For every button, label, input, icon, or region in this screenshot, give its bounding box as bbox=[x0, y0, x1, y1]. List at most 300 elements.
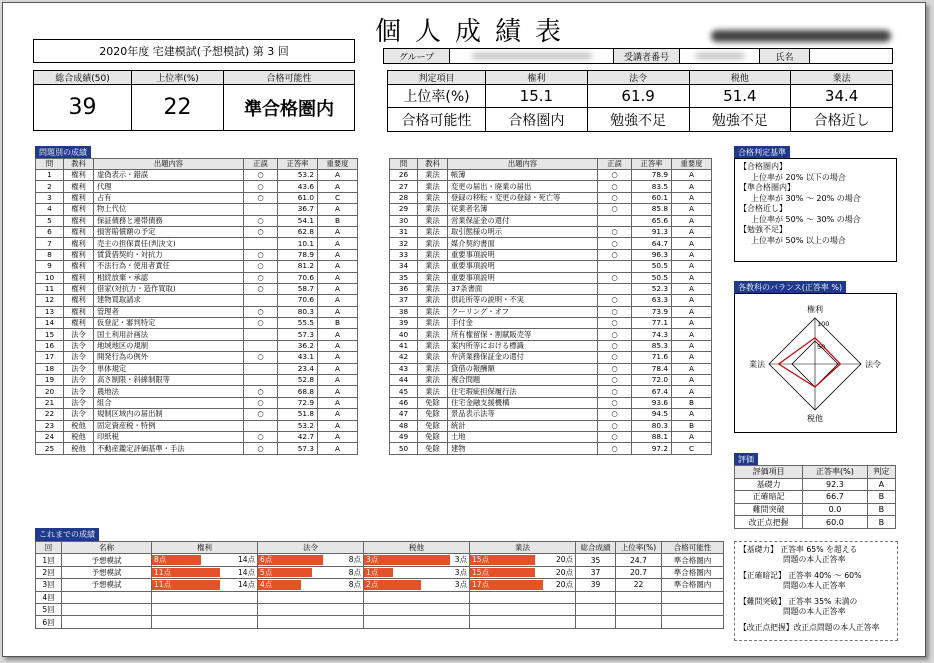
q-subject: 業法 bbox=[418, 249, 448, 260]
score-value: 1点 bbox=[366, 567, 379, 577]
q-subject: 業法 bbox=[418, 170, 448, 181]
q-number: 40 bbox=[390, 329, 418, 340]
eval-header: 判定 bbox=[867, 466, 895, 479]
round: 3回 bbox=[36, 579, 62, 591]
q-subject: 業法 bbox=[418, 226, 448, 237]
q-subject: 法令 bbox=[64, 352, 94, 363]
q-number: 24 bbox=[36, 431, 64, 442]
q-subject: 権利 bbox=[64, 170, 94, 181]
q-rate: 78.9 bbox=[278, 249, 318, 260]
table-row bbox=[36, 409, 358, 420]
table-row bbox=[390, 443, 712, 454]
table-row bbox=[36, 204, 358, 215]
balance-section-title: 各教科のバランス(正答率 %) bbox=[734, 281, 846, 294]
q-result: ○ bbox=[244, 249, 278, 260]
pos-kenri: 合格圏内 bbox=[486, 108, 588, 132]
q-result: ○ bbox=[598, 375, 632, 386]
col-header: 重要度 bbox=[672, 159, 712, 170]
history-header: 回 bbox=[36, 542, 62, 554]
q-topic: 建物 bbox=[448, 443, 598, 454]
q-importance: A bbox=[672, 249, 712, 260]
table-row bbox=[390, 261, 712, 272]
col-header: 問 bbox=[36, 159, 64, 170]
q-result: ○ bbox=[244, 283, 278, 294]
q-topic: 変更の届出・廃業の届出 bbox=[448, 181, 598, 192]
criteria-box bbox=[734, 158, 897, 262]
table-row bbox=[390, 352, 712, 363]
q-subject: 業法 bbox=[418, 272, 448, 283]
table-row bbox=[36, 215, 358, 226]
radar-chart bbox=[734, 293, 897, 433]
q-rate: 85.8 bbox=[632, 204, 672, 215]
score-kenri bbox=[152, 579, 258, 591]
q-result bbox=[244, 340, 278, 351]
eval-row bbox=[735, 503, 896, 516]
q-importance: A bbox=[672, 318, 712, 329]
id-value bbox=[680, 49, 760, 63]
q-importance: A bbox=[672, 261, 712, 272]
name-label: 氏名 bbox=[760, 49, 810, 63]
q-topic: クーリング・オフ bbox=[448, 306, 598, 317]
criteria-line: 上位率が 50% ～ 30% の場合 bbox=[751, 214, 861, 224]
history-header: 業法 bbox=[470, 542, 576, 554]
score-value: 11点 bbox=[154, 580, 172, 590]
q-topic: 印紙税 bbox=[94, 431, 244, 442]
q-number: 1 bbox=[36, 170, 64, 181]
table-row bbox=[390, 295, 712, 306]
note-line: 【改正点把握】改正点問題の本人正答率 bbox=[739, 623, 880, 632]
score-max: 20点 bbox=[555, 580, 573, 590]
q-rate: 73.9 bbox=[632, 306, 672, 317]
criteria-line: 上位率が 30% ～ 20% の場合 bbox=[751, 193, 861, 203]
q-number: 16 bbox=[36, 340, 64, 351]
q-importance: A bbox=[318, 420, 358, 431]
q-rate: 74.3 bbox=[632, 329, 672, 340]
q-topic: 組合 bbox=[94, 397, 244, 408]
q-importance: A bbox=[318, 409, 358, 420]
q-number: 33 bbox=[390, 249, 418, 260]
q-topic: 重要事項説明 bbox=[448, 249, 598, 260]
q-subject: 業法 bbox=[418, 318, 448, 329]
q-result: ○ bbox=[244, 215, 278, 226]
history-table bbox=[35, 541, 724, 629]
q-result: ○ bbox=[598, 352, 632, 363]
q-importance: A bbox=[318, 386, 358, 397]
q-rate: 80.3 bbox=[278, 306, 318, 317]
q-importance: B bbox=[672, 397, 712, 408]
q-importance: A bbox=[318, 295, 358, 306]
eval-row bbox=[735, 491, 896, 504]
round: 5回 bbox=[36, 603, 62, 615]
q-subject: 免除 bbox=[418, 431, 448, 442]
score-max: 14点 bbox=[237, 567, 255, 577]
rate-hourei: 61.9 bbox=[587, 85, 689, 108]
eval-section-title: 評価 bbox=[734, 453, 758, 466]
q-topic: 不動産鑑定評価基準・手法 bbox=[94, 443, 244, 454]
q-importance: A bbox=[318, 329, 358, 340]
score-max: 3点 bbox=[454, 555, 467, 565]
q-result: ○ bbox=[598, 204, 632, 215]
q-rate: 10.1 bbox=[278, 238, 318, 249]
q-number: 41 bbox=[390, 340, 418, 351]
q-rate: 43.1 bbox=[278, 352, 318, 363]
q-result: ○ bbox=[598, 340, 632, 351]
exam-name: 予想模試 bbox=[62, 579, 152, 591]
q-number: 4 bbox=[36, 204, 64, 215]
q-number: 7 bbox=[36, 238, 64, 249]
q-topic: 代理 bbox=[94, 181, 244, 192]
q-result: ○ bbox=[598, 443, 632, 454]
q-rate: 78.9 bbox=[632, 170, 672, 181]
q-importance: A bbox=[672, 181, 712, 192]
q-importance: A bbox=[318, 363, 358, 374]
q-rate: 72.9 bbox=[278, 397, 318, 408]
summary-header: 上位率(%) bbox=[132, 71, 224, 85]
col-header: 教科 bbox=[64, 159, 94, 170]
note-line: 【正確暗記】 正答率 40% ～ 60% bbox=[739, 571, 862, 580]
col-header: 出題内容 bbox=[448, 159, 598, 170]
round: 1回 bbox=[36, 554, 62, 566]
eval-grade: B bbox=[867, 503, 895, 516]
q-subject: 法令 bbox=[64, 386, 94, 397]
q-subject: 業法 bbox=[418, 181, 448, 192]
history-possibility bbox=[662, 603, 724, 615]
note-line: 【基礎力】 正答率 65% を超える bbox=[739, 545, 858, 554]
q-result: ○ bbox=[598, 386, 632, 397]
table-row bbox=[36, 340, 358, 351]
q-subject: 税他 bbox=[64, 420, 94, 431]
q-importance: A bbox=[318, 431, 358, 442]
q-importance: A bbox=[672, 375, 712, 386]
score-max: 14点 bbox=[237, 555, 255, 565]
q-subject: 権利 bbox=[64, 181, 94, 192]
q-number: 36 bbox=[390, 283, 418, 294]
exam-name bbox=[62, 616, 152, 628]
score-hourei bbox=[258, 566, 364, 578]
q-rate: 58.7 bbox=[278, 283, 318, 294]
score-value: 8点 bbox=[154, 555, 167, 565]
q-rate: 50.5 bbox=[632, 272, 672, 283]
table-row bbox=[36, 272, 358, 283]
q-result: ○ bbox=[598, 363, 632, 374]
q-rate: 94.5 bbox=[632, 409, 672, 420]
note-line: 問題の本人正答率 bbox=[783, 607, 846, 616]
q-topic: 農地法 bbox=[94, 386, 244, 397]
q-subject: 権利 bbox=[64, 318, 94, 329]
q-subject: 免除 bbox=[418, 420, 448, 431]
q-number: 17 bbox=[36, 352, 64, 363]
q-subject: 権利 bbox=[64, 204, 94, 215]
q-topic: 案内所等における標識 bbox=[448, 340, 598, 351]
table-row bbox=[36, 397, 358, 408]
questions-section-title: 問題別の成績 bbox=[35, 146, 91, 159]
q-result: ○ bbox=[244, 261, 278, 272]
q-result: ○ bbox=[244, 409, 278, 420]
q-topic: 登録の移転・変更の登録・死亡等 bbox=[448, 192, 598, 203]
q-importance: A bbox=[672, 363, 712, 374]
score-sheet bbox=[2, 2, 926, 657]
q-importance: C bbox=[318, 192, 358, 203]
radar-label: 税他 bbox=[807, 414, 823, 423]
q-rate: 52.3 bbox=[632, 283, 672, 294]
q-importance: B bbox=[318, 215, 358, 226]
score-kenri bbox=[152, 554, 258, 566]
eval-notes bbox=[734, 541, 898, 641]
table-row bbox=[36, 170, 358, 181]
q-importance: A bbox=[318, 272, 358, 283]
q-subject: 免除 bbox=[418, 409, 448, 420]
q-topic: 所有権留保・割賦販売等 bbox=[448, 329, 598, 340]
q-importance: A bbox=[672, 409, 712, 420]
q-subject: 税他 bbox=[64, 431, 94, 442]
q-topic: 土地 bbox=[448, 431, 598, 442]
q-importance: A bbox=[318, 261, 358, 272]
q-topic: 統計 bbox=[448, 420, 598, 431]
q-result: ○ bbox=[598, 295, 632, 306]
judge-header: 税他 bbox=[689, 71, 791, 85]
pass-possibility: 準合格圏内 bbox=[224, 85, 355, 131]
radar-tick: 100 bbox=[817, 320, 830, 328]
redacted-header bbox=[711, 30, 891, 42]
eval-table bbox=[734, 465, 896, 529]
q-topic: 住宅瑕疵担保履行法 bbox=[448, 386, 598, 397]
name-value bbox=[810, 49, 892, 63]
q-importance: A bbox=[318, 181, 358, 192]
table-row bbox=[390, 431, 712, 442]
q-topic: 住宅金融支援機構 bbox=[448, 397, 598, 408]
q-subject: 権利 bbox=[64, 272, 94, 283]
q-result bbox=[244, 375, 278, 386]
q-subject: 権利 bbox=[64, 226, 94, 237]
q-number: 2 bbox=[36, 181, 64, 192]
note-line: 問題の本人正答率 bbox=[783, 555, 846, 564]
score-value: 3点 bbox=[366, 555, 379, 565]
q-number: 28 bbox=[390, 192, 418, 203]
q-number: 20 bbox=[36, 386, 64, 397]
q-subject: 業法 bbox=[418, 283, 448, 294]
q-rate: 23.4 bbox=[278, 363, 318, 374]
pos-gyoho: 合格近し bbox=[791, 108, 893, 132]
history-total bbox=[576, 603, 616, 615]
history-total: 39 bbox=[576, 579, 616, 591]
q-topic: 規制区域内の届出制 bbox=[94, 409, 244, 420]
eval-grade: B bbox=[867, 516, 895, 529]
q-importance: A bbox=[672, 352, 712, 363]
eval-item: 難問突破 bbox=[735, 503, 803, 516]
score-max: 3点 bbox=[454, 580, 467, 590]
q-number: 18 bbox=[36, 363, 64, 374]
history-header: 税他 bbox=[364, 542, 470, 554]
q-result bbox=[244, 363, 278, 374]
rate-kenri: 15.1 bbox=[486, 85, 588, 108]
score-gyo bbox=[470, 591, 576, 603]
q-topic: 占有 bbox=[94, 192, 244, 203]
q-number: 14 bbox=[36, 318, 64, 329]
note-line: 【難問突破】 正答率 35% 未満の bbox=[739, 597, 858, 606]
q-number: 9 bbox=[36, 261, 64, 272]
q-subject: 権利 bbox=[64, 261, 94, 272]
q-result: ○ bbox=[598, 431, 632, 442]
score-zei bbox=[364, 554, 470, 566]
table-row bbox=[390, 329, 712, 340]
table-row bbox=[390, 397, 712, 408]
exam-name: 予想模試 bbox=[62, 566, 152, 578]
q-result bbox=[244, 238, 278, 249]
round: 6回 bbox=[36, 616, 62, 628]
q-topic: 複合問題 bbox=[448, 375, 598, 386]
q-subject: 業法 bbox=[418, 238, 448, 249]
q-rate: 70.6 bbox=[278, 272, 318, 283]
round: 4回 bbox=[36, 591, 62, 603]
q-subject: 業法 bbox=[418, 306, 448, 317]
eval-item: 改正点把握 bbox=[735, 516, 803, 529]
q-result: ○ bbox=[244, 443, 278, 454]
q-topic: 保証債務と連帯債務 bbox=[94, 215, 244, 226]
history-total: 35 bbox=[576, 554, 616, 566]
q-result bbox=[598, 215, 632, 226]
q-number: 15 bbox=[36, 329, 64, 340]
q-topic: 高さ制限・斜線制限等 bbox=[94, 375, 244, 386]
q-topic: 国土利用計画法 bbox=[94, 329, 244, 340]
table-row bbox=[36, 420, 358, 431]
q-subject: 業法 bbox=[418, 295, 448, 306]
q-importance: A bbox=[672, 306, 712, 317]
q-number: 35 bbox=[390, 272, 418, 283]
q-topic: 地域地区の規制 bbox=[94, 340, 244, 351]
q-rate: 51.8 bbox=[278, 409, 318, 420]
q-importance: A bbox=[672, 192, 712, 203]
q-importance: C bbox=[672, 443, 712, 454]
q-subject: 法令 bbox=[64, 340, 94, 351]
q-importance: A bbox=[318, 170, 358, 181]
table-row bbox=[390, 181, 712, 192]
id-label: 受講者番号 bbox=[614, 49, 680, 63]
q-topic: 従業者名簿 bbox=[448, 204, 598, 215]
q-topic: 営業保証金の還付 bbox=[448, 215, 598, 226]
q-result: ○ bbox=[244, 170, 278, 181]
col-header: 正誤 bbox=[244, 159, 278, 170]
eval-item: 正確暗記 bbox=[735, 491, 803, 504]
table-row bbox=[36, 249, 358, 260]
table-row bbox=[36, 318, 358, 329]
q-number: 3 bbox=[36, 192, 64, 203]
group-value bbox=[450, 49, 614, 63]
q-topic: 景品表示法等 bbox=[448, 409, 598, 420]
q-rate: 72.0 bbox=[632, 375, 672, 386]
exam-name bbox=[62, 591, 152, 603]
rate-gyoho: 34.4 bbox=[791, 85, 893, 108]
score-value: 15点 bbox=[472, 555, 490, 565]
q-rate: 50.5 bbox=[632, 261, 672, 272]
q-number: 31 bbox=[390, 226, 418, 237]
q-topic: 管理者 bbox=[94, 306, 244, 317]
table-row bbox=[390, 272, 712, 283]
q-rate: 80.3 bbox=[632, 420, 672, 431]
history-rate: 22 bbox=[616, 579, 662, 591]
history-rate bbox=[616, 616, 662, 628]
q-subject: 税他 bbox=[64, 443, 94, 454]
q-rate: 54.1 bbox=[278, 215, 318, 226]
q-subject: 権利 bbox=[64, 238, 94, 249]
q-rate: 52.8 bbox=[278, 375, 318, 386]
eval-rate: 60.0 bbox=[803, 516, 868, 529]
q-rate: 85.3 bbox=[632, 340, 672, 351]
q-result bbox=[244, 295, 278, 306]
history-rate: 24.7 bbox=[616, 554, 662, 566]
table-row bbox=[390, 386, 712, 397]
q-subject: 業法 bbox=[418, 375, 448, 386]
q-topic: 不法行為・使用者責任 bbox=[94, 261, 244, 272]
score-hourei bbox=[258, 554, 364, 566]
q-number: 13 bbox=[36, 306, 64, 317]
q-number: 19 bbox=[36, 375, 64, 386]
q-importance: A bbox=[318, 340, 358, 351]
table-row bbox=[36, 226, 358, 237]
score-gyo bbox=[470, 579, 576, 591]
q-importance: A bbox=[318, 204, 358, 215]
q-result: ○ bbox=[598, 226, 632, 237]
exam-name: 予想模試 bbox=[62, 554, 152, 566]
q-result: ○ bbox=[598, 409, 632, 420]
history-row bbox=[36, 616, 724, 628]
q-number: 49 bbox=[390, 431, 418, 442]
table-row bbox=[390, 226, 712, 237]
q-rate: 78.4 bbox=[632, 363, 672, 374]
q-rate: 88.1 bbox=[632, 431, 672, 442]
score-gyo bbox=[470, 554, 576, 566]
group-label: グループ bbox=[384, 49, 450, 63]
judge-table bbox=[387, 70, 893, 132]
pos-zeita: 勉強不足 bbox=[689, 108, 791, 132]
q-number: 45 bbox=[390, 386, 418, 397]
q-importance: A bbox=[672, 295, 712, 306]
q-topic: 物上代位 bbox=[94, 204, 244, 215]
q-result: ○ bbox=[598, 170, 632, 181]
eval-row bbox=[735, 478, 896, 491]
q-rate: 96.3 bbox=[632, 249, 672, 260]
history-total bbox=[576, 591, 616, 603]
q-result: ○ bbox=[598, 249, 632, 260]
q-result: ○ bbox=[598, 397, 632, 408]
table-row bbox=[390, 283, 712, 294]
radar-label: 法令 bbox=[865, 360, 881, 369]
eval-header: 評価項目 bbox=[735, 466, 803, 479]
score-zei bbox=[364, 616, 470, 628]
q-topic: 売主の担保責任(判決文) bbox=[94, 238, 244, 249]
history-row bbox=[36, 579, 724, 591]
q-result: ○ bbox=[244, 272, 278, 283]
q-rate: 70.6 bbox=[278, 295, 318, 306]
col-header: 正答率 bbox=[278, 159, 318, 170]
q-number: 29 bbox=[390, 204, 418, 215]
q-number: 43 bbox=[390, 363, 418, 374]
q-rate: 43.6 bbox=[278, 181, 318, 192]
score-max: 8点 bbox=[348, 580, 361, 590]
q-result: ○ bbox=[598, 238, 632, 249]
q-rate: 53.2 bbox=[278, 170, 318, 181]
q-result: ○ bbox=[598, 192, 632, 203]
score-hourei bbox=[258, 591, 364, 603]
criteria-section-title: 合格判定基準 bbox=[734, 146, 790, 159]
q-number: 37 bbox=[390, 295, 418, 306]
q-topic: 弁済業務保証金の還付 bbox=[448, 352, 598, 363]
exam-name: 2020年度 宅建模試(予想模試) 第 3 回 bbox=[33, 39, 355, 63]
q-result: ○ bbox=[244, 306, 278, 317]
q-subject: 業法 bbox=[418, 386, 448, 397]
criteria-line: 【準合格圏内】 bbox=[739, 183, 795, 192]
q-result bbox=[244, 329, 278, 340]
q-rate: 83.5 bbox=[632, 181, 672, 192]
